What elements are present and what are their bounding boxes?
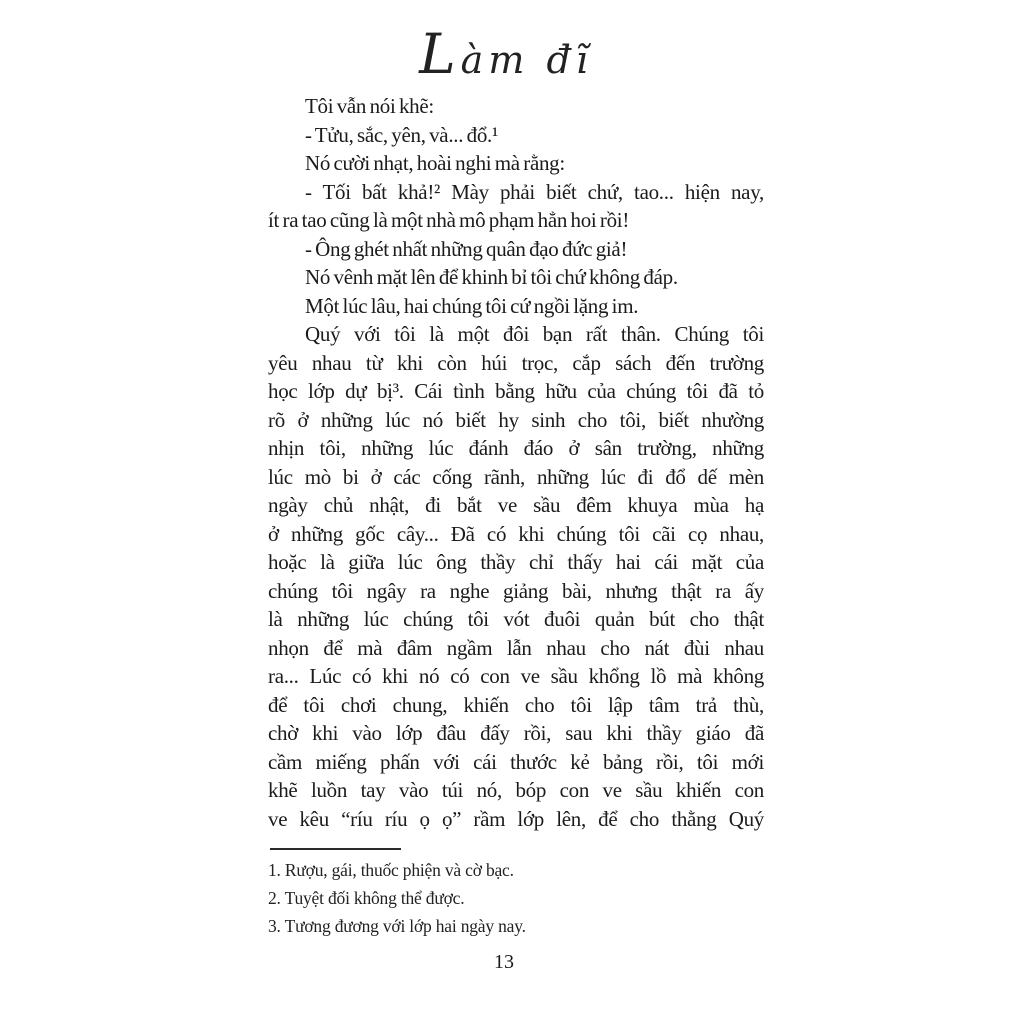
text-line: Nó cười nhạt, hoài nghi mà rằng: xyxy=(305,151,565,175)
text-line: ít ra tao cũng là một nhà mô phạm hẳn hoi rồi! xyxy=(268,208,630,232)
text-line: để tôi chơi chung, khiến cho tôi lập tâm trả thù, xyxy=(268,692,764,717)
text-line: là những lúc chúng tôi vót đuôi quản bút cho thật xyxy=(268,607,764,631)
text-line: yêu nhau từ khi còn húi trọc, cắp sách đến trường xyxy=(268,350,764,375)
text-line: chúng tôi ngây ra nghe giảng bài, nhưng thật ra ấy xyxy=(268,578,764,603)
text-line: cầm miếng phấn với cái thước kẻ bảng rồi, tôi mới xyxy=(268,749,764,774)
footnote-line: 2. Tuyệt đối không thể được. xyxy=(268,888,465,908)
text-line: Quý với tôi là một đôi bạn rất thân. Chúng tôi xyxy=(305,322,764,346)
text-line: ngày chủ nhật, đi bắt ve sầu đêm khuya mùa hạ xyxy=(268,493,764,517)
footnote-separator xyxy=(270,848,401,850)
chapter-title: Làm đĩ xyxy=(419,22,593,86)
footnote-line: 1. Rượu, gái, thuốc phiện và cờ bạc. xyxy=(268,860,514,880)
text-line: chờ khi vào lớp đâu đấy rồi, sau khi thầy giáo đã xyxy=(268,721,764,745)
text-line: nhịn tôi, những lúc đánh đáo ở sân trường, những xyxy=(268,436,764,460)
text-column xyxy=(268,0,764,1024)
text-line: hoặc là giữa lúc ông thầy chỉ thấy hai cái mặt của xyxy=(268,550,764,574)
text-line: ở những gốc cây... Đã có khi chúng tôi cãi cọ nhau, xyxy=(268,521,764,546)
text-line: - Tửu, sắc, yên, và... đổ.¹ xyxy=(305,122,498,147)
text-line: Một lúc lâu, hai chúng tôi cứ ngồi lặng im. xyxy=(305,293,639,318)
text-line: nhọn để mà đâm ngầm lẫn nhau cho nát đùi nhau xyxy=(268,635,764,660)
text-line: ra... Lúc có khi nó có con ve sầu khổng lồ mà không xyxy=(268,664,764,688)
text-line: Tôi vẫn nói khẽ: xyxy=(305,94,434,118)
footnote-line: 3. Tương đương với lớp hai ngày nay. xyxy=(268,916,526,936)
text-line: - Tối bất khả!² Mày phải biết chứ, tao... hiện nay, xyxy=(305,179,764,204)
text-line: Nó vênh mặt lên để khinh bỉ tôi chứ không đáp. xyxy=(305,265,678,289)
text-line: lúc mò bi ở các cống rãnh, những lúc đi đổ dế mèn xyxy=(268,464,764,489)
body-text xyxy=(268,92,764,833)
text-line: học lớp dự bị³. Cái tình bằng hữu của chúng tôi đã tỏ xyxy=(268,379,764,403)
text-line: rõ ở những lúc nó biết hy sinh cho tôi, biết nhường xyxy=(268,407,764,432)
text-line: - Ông ghét nhất những quân đạo đức giả! xyxy=(305,236,628,261)
text-line: khẽ luồn tay vào túi nó, bóp con ve sầu khiến con xyxy=(268,778,764,802)
footnotes xyxy=(268,856,764,940)
text-line: ve kêu “ríu ríu ọ ọ” rầm lớp lên, để cho thằng Quý xyxy=(268,806,764,831)
page-number: 13 xyxy=(494,951,514,973)
